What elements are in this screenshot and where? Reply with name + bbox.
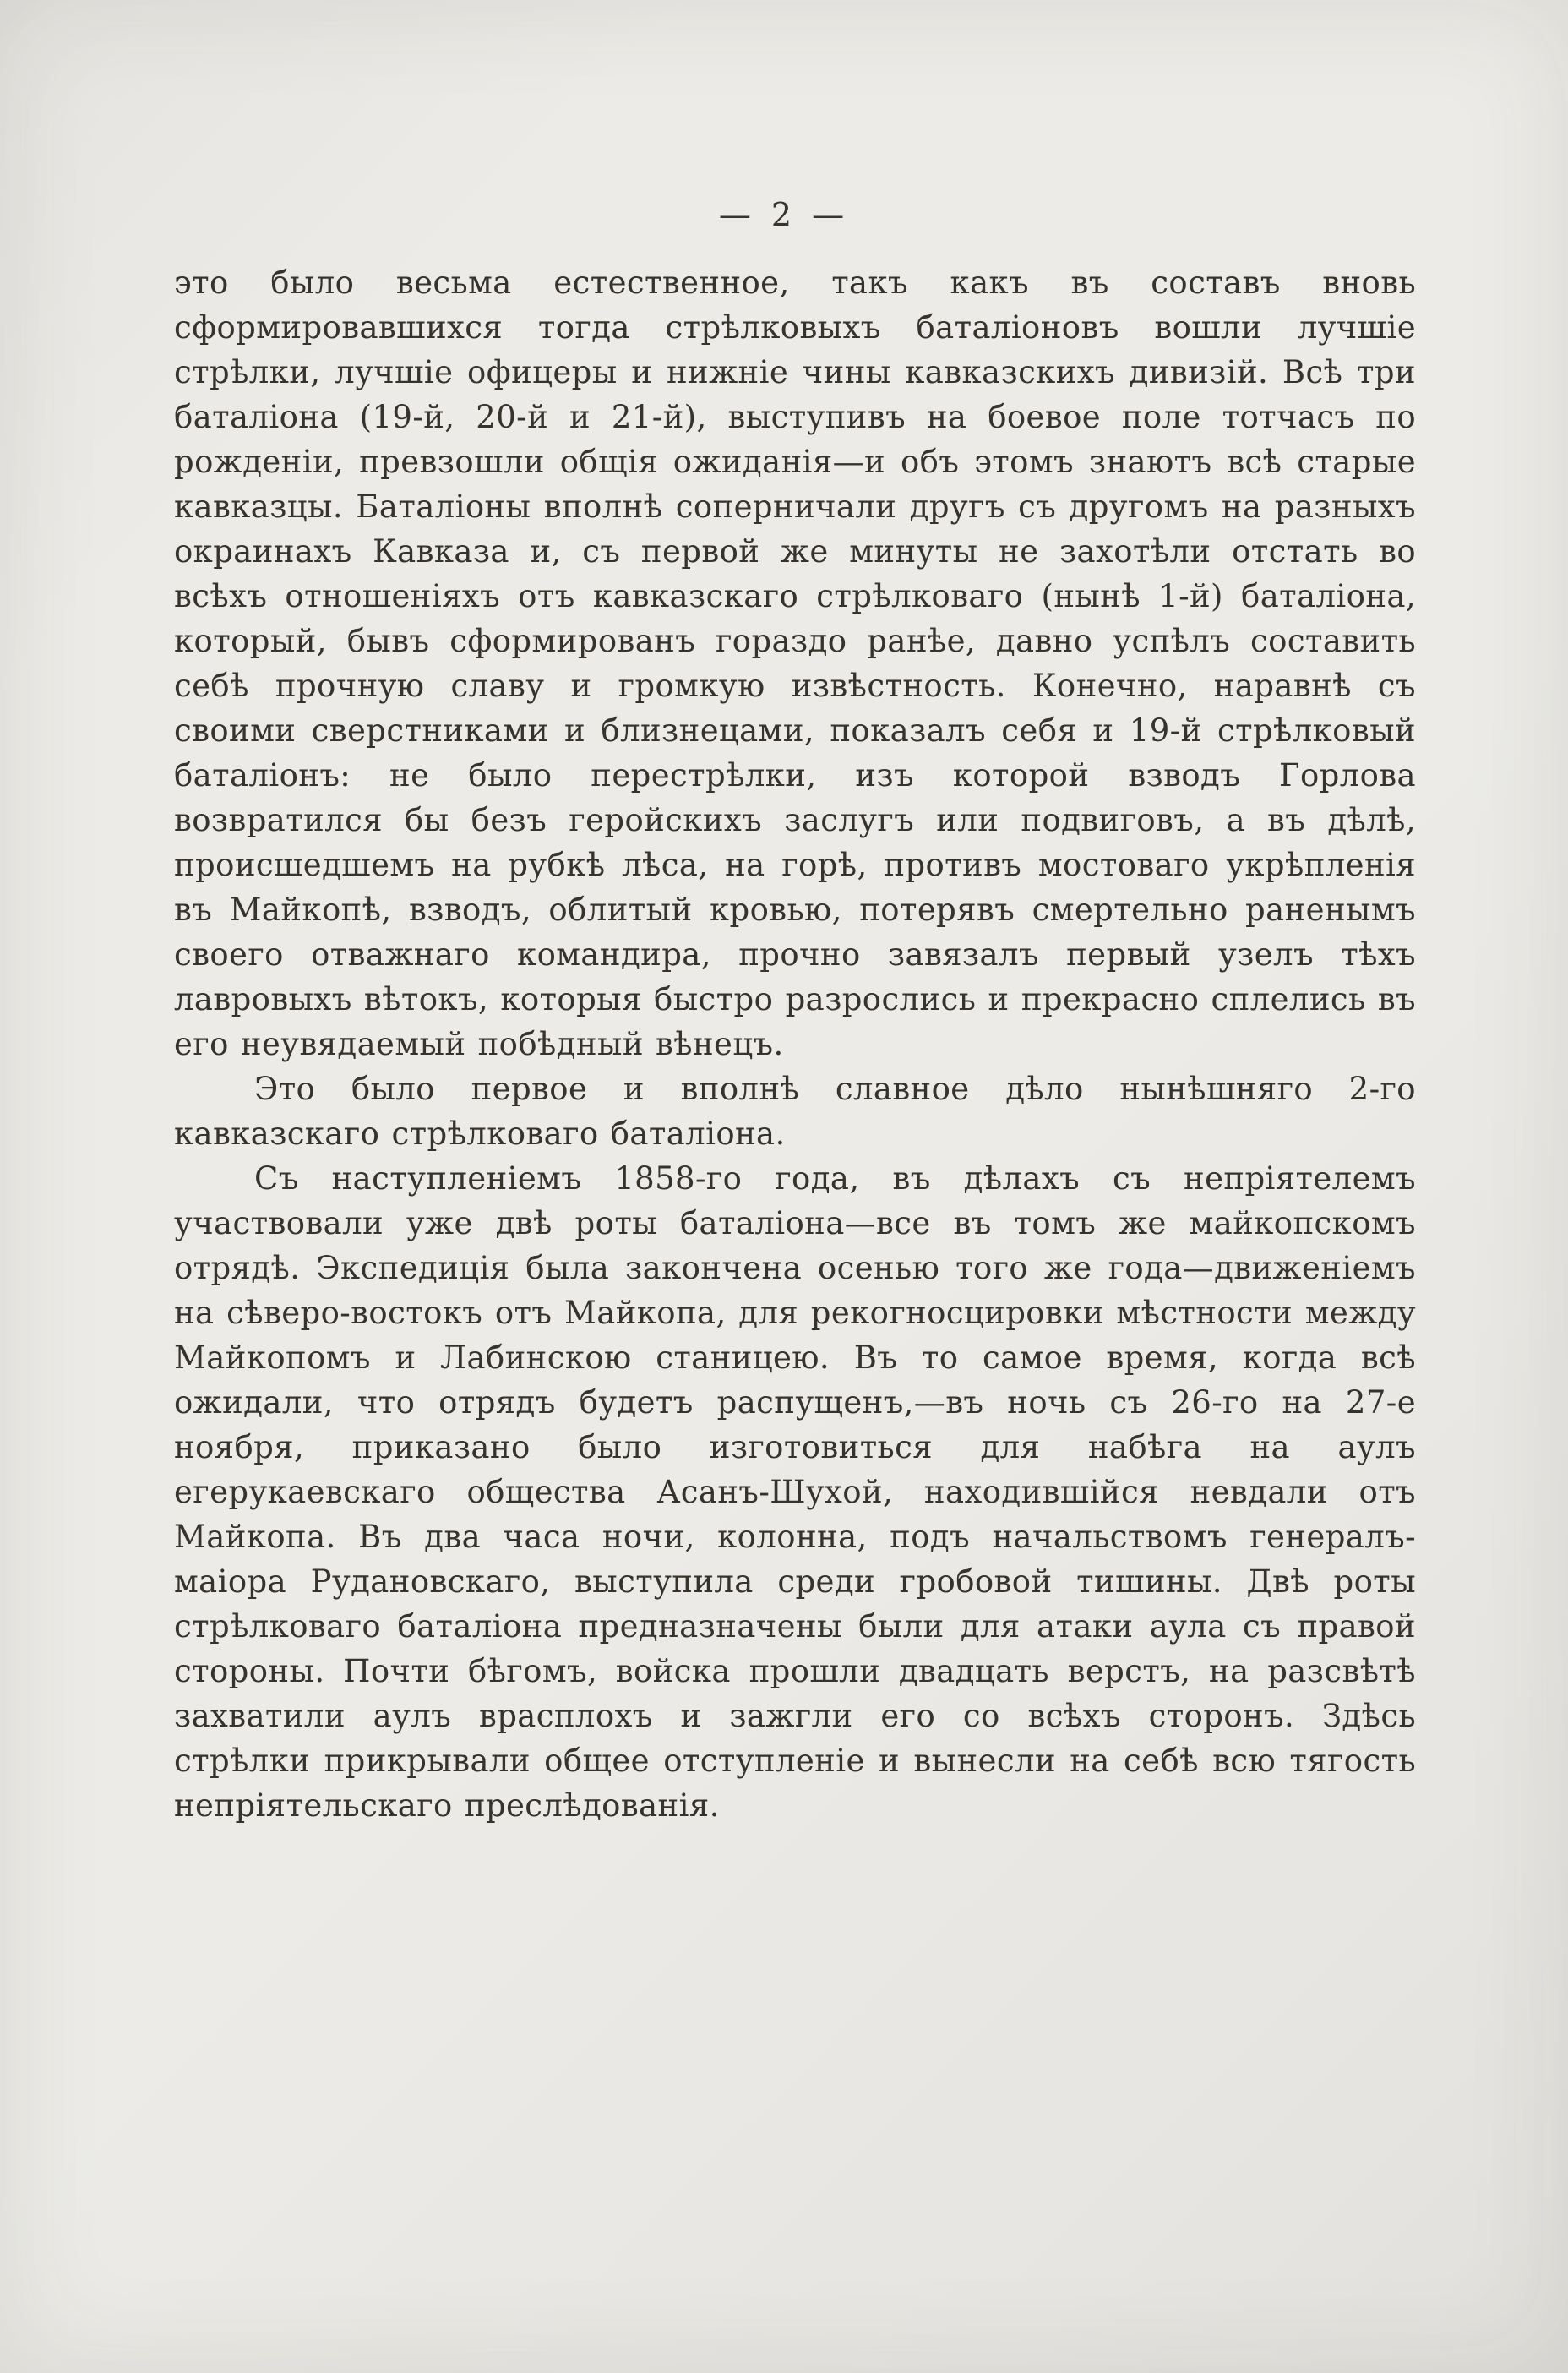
body-paragraph-1: это было весьма естественное, такъ какъ въ составъ вновь сформировавшихся тогда стрѣлковыхъ баталіоновъ вошли лучшіе стрѣлки, лучшіе офицеры и нижніе чины кавказскихъ дивизій. Всѣ три баталіона (19-й, 20-й и 21-й), выступивъ на боевое поле тотчасъ по рожденіи, превзошли общія ожиданія—и объ этомъ знаютъ всѣ старые кавказцы. Баталіоны вполнѣ соперничали другъ съ другомъ на разныхъ окраинахъ Кавказа и, съ первой же минуты не захотѣли отстать во всѣхъ отношеніяхъ отъ кавказскаго стрѣлковаго (нынѣ 1-й) баталіона, который, бывъ сформированъ гораздо ранѣе, давно успѣлъ составить себѣ прочную славу и громкую извѣстность. Конечно, наравнѣ съ своими сверстниками и близнецами, показалъ себя и 19-й стрѣлковый баталіонъ: не было перестрѣлки, изъ которой взводъ Горлова возвратился бы безъ геройскихъ заслугъ или подвиговъ, а въ дѣлѣ, происшедшемъ на рубкѣ лѣса, на горѣ, противъ мостоваго укрѣпленія въ Майкопѣ, взводъ, облитый кровью, потерявъ смертельно раненымъ своего отважнаго командира, прочно завязалъ первый узелъ тѣхъ лавровыхъ вѣтокъ, которыя быстро разрослись и прекрасно сплелись въ его неувядаемый побѣдный вѣнецъ.	[174, 265, 1416, 1062]
body-paragraph-3: Съ наступленіемъ 1858-го года, въ дѣлахъ съ непріятелемъ участвовали уже двѣ роты баталіона—все въ томъ же майкопскомъ отрядѣ. Экспедиція была закончена осенью того же года—движеніемъ на сѣверо-востокъ отъ Майкопа, для рекогносцировки мѣстности между Майкопомъ и Лабинскою станицею. Въ то самое время, когда всѣ ожидали, что отрядъ будетъ распущенъ,—въ ночь съ 26-го на 27-е ноября, приказано было изготовиться для набѣга на аулъ егерукаевскаго общества Асанъ-Шухой, находившійся невдали отъ Майкопа. Въ два часа ночи, колонна, подъ начальствомъ генералъ-маіора Рудановскаго, выступила среди гробовой тишины. Двѣ роты стрѣлковаго баталіона предназначены были для атаки аула съ правой стороны. Почти бѣгомъ, войска прошли двадцать верстъ, на разсвѣтѣ захватили аулъ врасплохъ и зажгли его со всѣхъ сторонъ. Здѣсь стрѣлки прикрывали общее отступленіе и вынесли на себѣ всю тягость непріятельскаго преслѣдованія.	[174, 1160, 1416, 1824]
body-paragraph-2: Это было первое и вполнѣ славное дѣло нынѣшняго 2-го кавказскаго стрѣлковаго баталіона.	[174, 1071, 1416, 1152]
body-text-block	[174, 260, 1416, 1828]
page-number: — 2 —	[718, 196, 850, 233]
